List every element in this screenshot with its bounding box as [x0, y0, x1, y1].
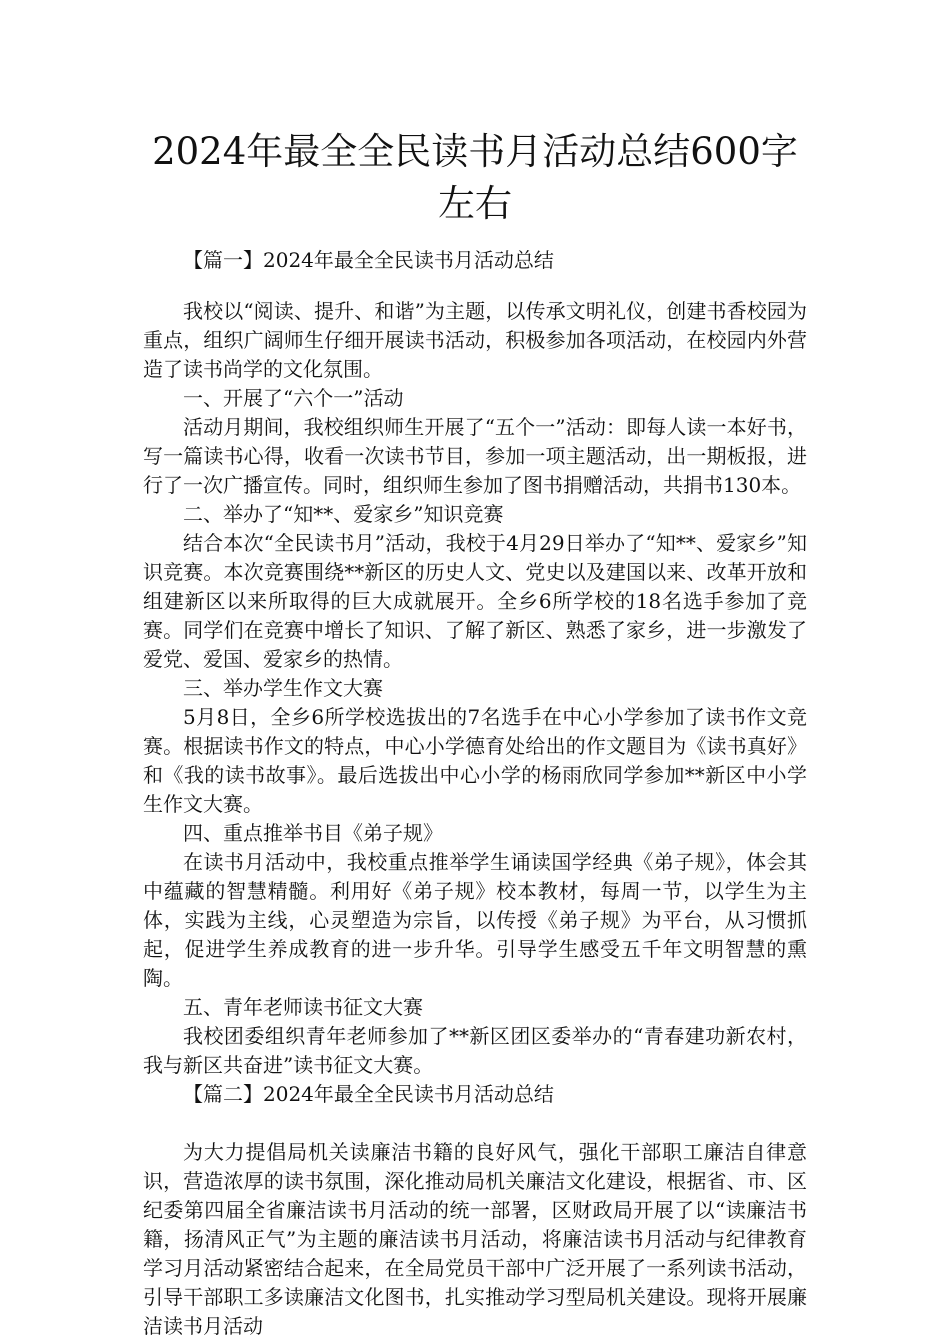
section-1-item-3-text: 5月8日，全乡6所学校选拔出的7名选手在中心小学参加了读书作文竞赛。根据读书作文的特点，中心小学德育处给出的作文题目为《读书真好》和《我的读书故事》。最后选拔出中心小学的杨雨欣同学参加**新区中小学生作文大赛。	[143, 705, 807, 816]
section-1-title: 【篇一】2024年最全全民读书月活动总结	[183, 248, 554, 272]
section-2-intro: 为大力提倡局机关读廉洁书籍的良好风气，强化干部职工廉洁自律意识，营造浓厚的读书氛围，深化推动局机关廉洁文化建设，根据省、市、区纪委第四届全省廉洁读书月活动的统一部署，区财政局开展了以“读廉洁书籍，扬清风正气”为主题的廉洁读书月活动，将廉洁读书月活动与纪律教育学习月活动紧密结合起来，在全局党员干部中广泛开展了一系列读书活动，引导干部职工多读廉洁文化图书，扎实推动学习型局机关建设。现将开展廉洁读书月活动	[143, 1140, 807, 1338]
section-1-item-1-text: 活动月期间，我校组织师生开展了“五个一”活动：即每人读一本好书，写一篇读书心得，收看一次读书节目，参加一项主题活动，出一期板报，进行了一次广播宣传。同时，组织师生参加了图书捐赠活动，共捐书130本。	[143, 415, 807, 497]
section-1-item-4-heading: 四、重点推举书目《弟子规》	[183, 821, 443, 845]
section-1-item-3-heading: 三、举办学生作文大赛	[183, 676, 383, 700]
section-1-item-5-heading: 五、青年老师读书征文大赛	[183, 995, 423, 1019]
section-1-item-5-text: 我校团委组织青年老师参加了**新区团区委举办的“青春建功新农村，我与新区共奋进”读书征文大赛。	[143, 1024, 807, 1077]
section-1-item-2-text: 结合本次“全民读书月”活动，我校于4月29日举办了“知**、爱家乡”知识竞赛。本次竞赛围绕**新区的历史人文、党史以及建国以来、改革开放和组建新区以来所取得的巨大成就展开。全乡6所学校的18名选手参加了竞赛。同学们在竞赛中增长了知识、了解了新区、熟悉了家乡，进一步激发了爱党、爱国、爱家乡的热情。	[143, 531, 807, 671]
section-1-item-2-heading: 二、举办了“知**、爱家乡”知识竞赛	[183, 502, 504, 526]
document-body	[143, 246, 807, 1341]
section-1-intro: 我校以“阅读、提升、和谐”为主题，以传承文明礼仪，创建书香校园为重点，组织广阔师生仔细开展读书活动，积极参加各项活动，在校园内外营造了读书尚学的文化氛围。	[143, 299, 807, 381]
section-1-item-4-text: 在读书月活动中，我校重点推举学生诵读国学经典《弟子规》，体会其中蕴藏的智慧精髓。利用好《弟子规》校本教材，每周一节，以学生为主体，实践为主线，心灵塑造为宗旨，以传授《弟子规》为平台，从习惯抓起，促进学生养成教育的进一步升华。引导学生感受五千年文明智慧的熏陶。	[143, 850, 807, 990]
section-2-title: 【篇二】2024年最全全民读书月活动总结	[183, 1082, 554, 1106]
section-1-item-1-heading: 一、开展了“六个一”活动	[183, 386, 404, 410]
document-title: 2024年最全全民读书月活动总结600字左右	[152, 130, 798, 225]
